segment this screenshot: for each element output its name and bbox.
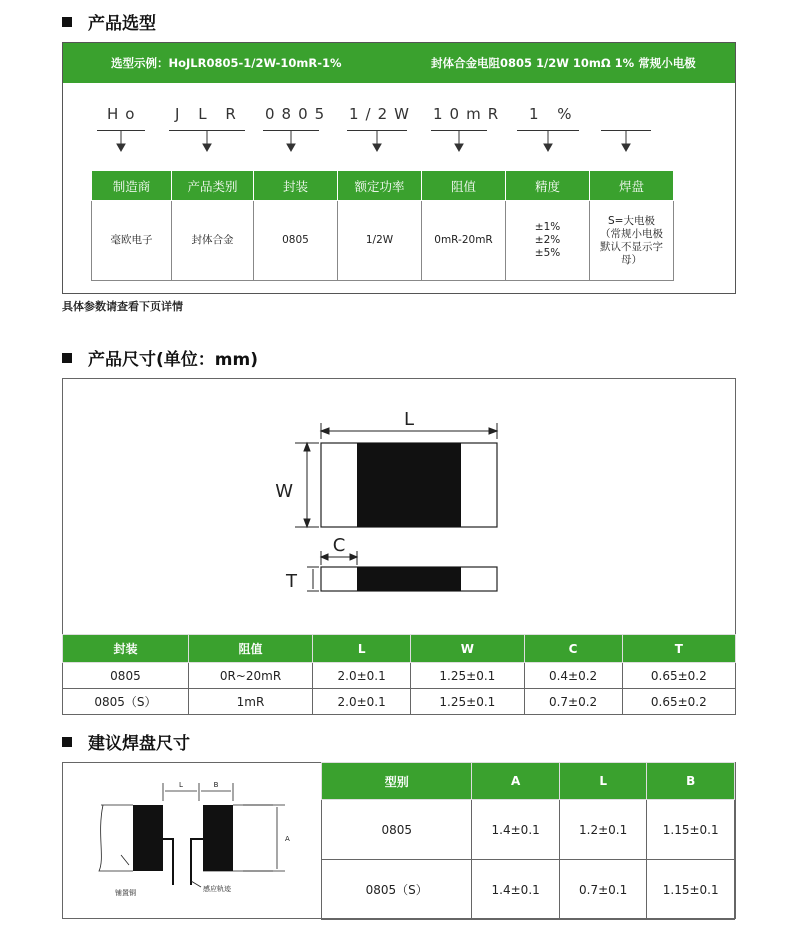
pad-label-A: A [285, 835, 290, 843]
table-cell: 1.25±0.1 [411, 689, 524, 715]
column-header: 阻值 [188, 635, 312, 663]
dimension-table [62, 634, 736, 715]
pad-box [62, 762, 736, 919]
section-title-pads [62, 729, 190, 754]
section-title-text: 产品选型 [88, 14, 156, 34]
table-cell: 0R~20mR [188, 663, 312, 689]
details-note: 具体参数请查看下页详情 [62, 300, 183, 313]
table-row [63, 689, 736, 715]
dimension-W [295, 443, 319, 527]
table-cell: 毫欧电子 [92, 201, 172, 281]
pad-label-L: L [179, 781, 183, 789]
dimension-diagram [62, 378, 736, 634]
tolerance-value: ±5% [534, 247, 561, 259]
table-cell: 0.4±0.2 [524, 663, 622, 689]
section-title-text: 建议焊盘尺寸 [88, 734, 190, 754]
column-header: 型别 [322, 763, 472, 800]
table-cell: 0.65±0.2 [622, 689, 735, 715]
code-part-package: 0805 [265, 105, 332, 123]
down-arrow-icon [373, 130, 381, 151]
table-cell: 1.15±0.1 [647, 860, 735, 920]
resistor-dimension-drawing [63, 379, 735, 635]
column-header: W [411, 635, 524, 663]
section-title-dimensions [62, 345, 258, 370]
code-part-power: 1/2W [349, 105, 416, 123]
table-cell: 1/2W [338, 201, 422, 281]
table-row [322, 860, 735, 920]
column-header: 阻值 [422, 171, 506, 201]
solder-pad-right [203, 805, 233, 871]
label-W: W [275, 481, 293, 502]
section-title-selection [62, 9, 156, 34]
column-header: 焊盘 [590, 171, 674, 201]
table-row [92, 201, 674, 281]
table-cell: 0805（S） [63, 689, 189, 715]
column-header: T [622, 635, 735, 663]
bullet-square-icon [62, 737, 72, 747]
pad-note-line: S=大电极 [608, 214, 655, 227]
pad-note-line: （常规小电极 [600, 227, 663, 240]
table-cell: 1.4±0.1 [472, 860, 559, 920]
arrows-row [63, 130, 735, 172]
selection-example: 选型示例：HoJLR0805-1/2W-10mR-1% [111, 56, 342, 70]
column-header: C [524, 635, 622, 663]
table-cell [506, 201, 590, 281]
table-cell: 1.4±0.1 [472, 800, 559, 860]
table-cell: 0.65±0.2 [622, 663, 735, 689]
pad-note-line: 母） [621, 253, 642, 266]
section-title-text: 产品尺寸(单位：mm) [88, 350, 258, 370]
down-arrow-icon [622, 130, 630, 151]
table-cell: 1.25±0.1 [411, 663, 524, 689]
code-part-tolerance: 1 % [529, 105, 579, 123]
table-cell: 0.7±0.1 [559, 860, 646, 920]
column-header: L [559, 763, 646, 800]
table-cell: 1.15±0.1 [647, 800, 735, 860]
copper-label: 铺置铜 [115, 889, 136, 897]
table-cell: 0805 [322, 800, 472, 860]
code-part-category: J L R [175, 105, 243, 123]
table-cell: 2.0±0.1 [313, 689, 411, 715]
column-header: 封装 [63, 635, 189, 663]
code-part-manufacturer: Ho [107, 105, 142, 123]
pad-note-line: 默认不显示字 [600, 240, 663, 253]
bullet-square-icon [62, 17, 72, 27]
table-row [322, 800, 735, 860]
tolerance-value: ±1% [534, 221, 561, 233]
down-arrow-icon [455, 130, 463, 151]
trace-label: 感应轨迹 [203, 885, 231, 893]
column-header: 产品类别 [172, 171, 254, 201]
pad-table [321, 762, 735, 920]
table-cell: 0805 [63, 663, 189, 689]
dimension-T [307, 567, 319, 591]
label-L: L [403, 409, 415, 430]
selection-table [91, 170, 674, 281]
solder-pad-left [133, 805, 163, 871]
column-header: 精度 [506, 171, 590, 201]
table-cell: 1mR [188, 689, 312, 715]
code-part-resistance: 10mR [433, 105, 506, 123]
column-header: 封装 [254, 171, 338, 201]
bullet-square-icon [62, 353, 72, 363]
table-row [63, 663, 736, 689]
column-header: L [313, 635, 411, 663]
table-cell [590, 201, 674, 281]
sense-traces [163, 839, 203, 885]
table-header-row [92, 171, 674, 201]
selection-box [62, 42, 736, 294]
label-C: C [332, 535, 346, 556]
column-header: 制造商 [92, 171, 172, 201]
resistor-top-view [321, 443, 497, 527]
down-arrow-icon [203, 130, 211, 151]
column-header: B [647, 763, 735, 800]
down-arrow-icon [287, 130, 295, 151]
down-arrow-icon [544, 130, 552, 151]
table-cell: 1.2±0.1 [559, 800, 646, 860]
pad-label-B: B [213, 781, 219, 789]
selection-header [63, 43, 735, 83]
table-cell: 2.0±0.1 [313, 663, 411, 689]
table-cell: 0805（S） [322, 860, 472, 920]
table-cell: 0805 [254, 201, 338, 281]
pad-layout-drawing [63, 763, 321, 919]
column-header: A [472, 763, 559, 800]
table-header-row [63, 635, 736, 663]
table-header-row [322, 763, 735, 800]
down-arrow-icon [117, 130, 125, 151]
table-cell: 封体合金 [172, 201, 254, 281]
label-T: T [286, 571, 297, 592]
column-header: 额定功率 [338, 171, 422, 201]
selection-description: 封体合金电阻0805 1/2W 10mΩ 1% 常规小电极 [431, 56, 696, 70]
table-cell: 0.7±0.2 [524, 689, 622, 715]
resistor-side-view [321, 567, 497, 591]
table-cell: 0mR-20mR [422, 201, 506, 281]
tolerance-value: ±2% [534, 234, 561, 246]
